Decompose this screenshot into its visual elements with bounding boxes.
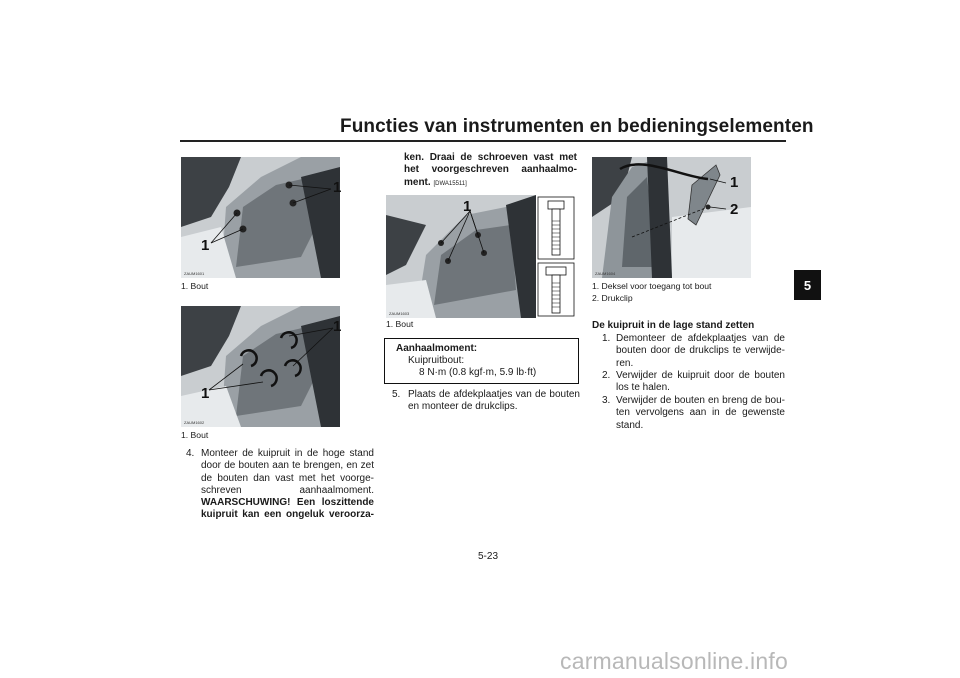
step-1-number: 1. <box>602 333 611 344</box>
figure-code: ZAUM1604 <box>595 271 616 276</box>
step-5-number: 5. <box>392 389 401 400</box>
callout-2: 2 <box>730 201 739 218</box>
step-5-text: Plaats de afdekplaatjes van de bouten en monteer de drukclips. <box>408 389 580 413</box>
step-4-number: 4. <box>186 448 195 459</box>
step-3-text: Verwijder de bouten en breng de bou- ten vervolgens aan in de gewenste stand. <box>616 395 785 431</box>
torque-value: 8 N·m (0.8 kgf·m, 5.9 lb·ft) <box>419 367 537 378</box>
figure-4-caption-1: 1. Deksel voor toegang tot bout <box>592 281 712 291</box>
windscreen-bolts-illustration <box>181 157 340 278</box>
torque-spec-box <box>384 338 579 384</box>
bolt-cover-illustration <box>592 157 751 278</box>
step-3-number: 3. <box>602 395 611 406</box>
page-title: Functies van instrumenten en bedieningselementen <box>340 116 814 137</box>
step-2-text: Verwijder de kuipruit door de bouten los te halen. <box>616 370 785 394</box>
windscreen-bolt-detail-illustration <box>386 195 578 318</box>
figure-4 <box>592 157 751 278</box>
figure-3-caption: 1. Bout <box>386 319 414 329</box>
callout-1: 1 <box>730 174 739 191</box>
callout-1: 1 <box>201 385 210 402</box>
watermark: carmanualsonline.info <box>560 648 788 674</box>
figure-4-caption-2: 2. Drukclip <box>592 293 633 303</box>
figure-1 <box>181 157 340 278</box>
callout-1: 1 <box>201 237 210 254</box>
figure-1-caption: 1. Bout <box>181 281 209 291</box>
warning-text: WAARSCHUWING! Een loszittende kuipruit kan een ongeluk veroorza- <box>201 497 374 521</box>
chapter-tab: 5 <box>794 270 821 300</box>
callout-1: 1 <box>333 318 342 335</box>
callout-1: 1 <box>333 179 342 196</box>
torque-item: Kuipruitbout: <box>408 355 465 366</box>
section-heading: De kuipruit in de lage stand zetten <box>592 320 755 331</box>
figure-code: ZAUM1601 <box>184 271 205 276</box>
torque-title: Aanhaalmoment: <box>396 343 478 354</box>
figure-code: ZAUM1603 <box>389 311 410 316</box>
figure-3 <box>386 195 578 318</box>
warning-ref: [DWA15511] <box>433 180 467 187</box>
figure-2-caption: 1. Bout <box>181 430 209 440</box>
step-1-text: Demonteer de afdekplaatjes van de bouten door de drukclips te verwijde- ren. <box>616 333 785 369</box>
warning-continued: ken. Draai de schroeven vast met het voorgeschreven aanhaalmo- ment. [DWA15511] <box>404 152 577 188</box>
callout-1: 1 <box>463 198 472 215</box>
page-number: 5-23 <box>477 551 498 562</box>
step-2-number: 2. <box>602 370 611 381</box>
header-rule <box>180 140 786 142</box>
figure-2 <box>181 306 340 427</box>
figure-code: ZAUM1602 <box>184 420 205 425</box>
step-4-text: Monteer de kuipruit in de hoge stand door de bouten aan te brengen, en zet de bouten dan vast met het voorge- schreven aanhaalmoment. WAARSCHUWING! Een loszittende kuipruit kan een ongeluk veroorza- <box>201 448 374 521</box>
windscreen-install-illustration <box>181 306 340 427</box>
